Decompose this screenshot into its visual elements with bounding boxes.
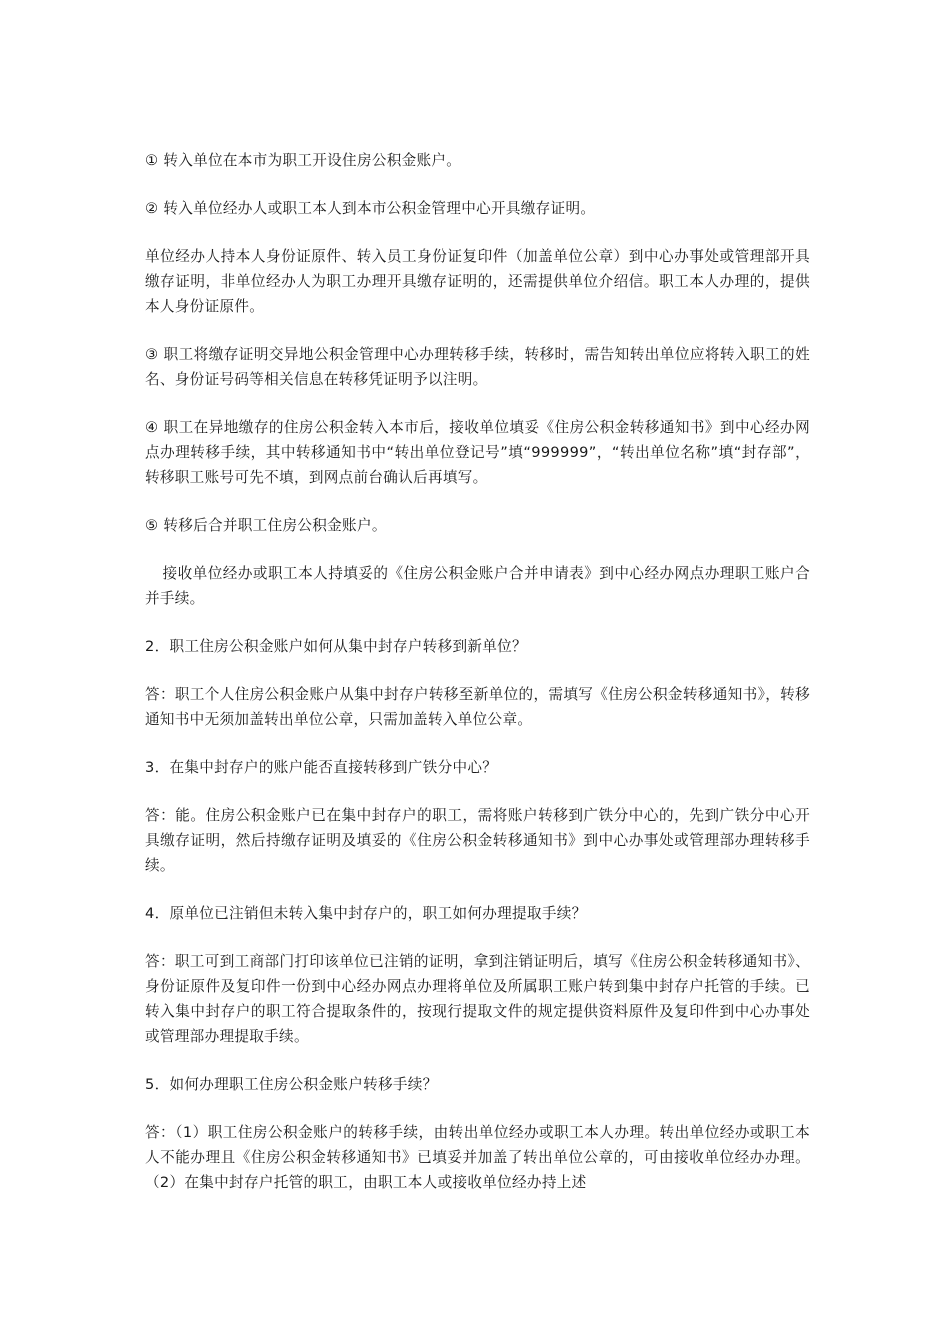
question-4-heading: 4．原单位已注销但未转入集中封存户的，职工如何办理提取手续？ (145, 905, 587, 922)
answer-2-paragraph: 答：职工个人住房公积金账户从集中封存户转移至新单位的，需填写《住房公积金转移通知书》，转移通知书中无须加盖转出单位公章，只需加盖转入单位公章。 (145, 686, 810, 728)
step-2-detail-paragraph: 单位经办人持本人身份证原件、转入员工身份证复印件（加盖单位公章）到中心办事处或管理部开具缴存证明，非单位经办人为职工办理开具缴存证明的，还需提供单位介绍信。职工本人办理的，提供本人身份证原件。 (145, 248, 810, 315)
step-2-paragraph: ② 转入单位经办人或职工本人到本市公积金管理中心开具缴存证明。 (145, 200, 596, 217)
answer-3-paragraph: 答：能。住房公积金账户已在集中封存户的职工，需将账户转移到广铁分中心的，先到广铁分中心开具缴存证明，然后持缴存证明及填妥的《住房公积金转移通知书》到中心办事处或管理部办理转移手续。 (145, 807, 810, 874)
step-4-paragraph: ④ 职工在异地缴存的住房公积金转入本市后，接收单位填妥《住房公积金转移通知书》到中心经办网点办理转移手续，其中转移通知书中“转出单位登记号”填“999999”，“转出单位名称”填“封存部”，转移职工账号可先不填，到网点前台确认后再填写。 (145, 419, 810, 486)
step-5-paragraph: ⑤ 转移后合并职工住房公积金账户。 (145, 517, 387, 534)
question-2-heading: 2．职工住房公积金账户如何从集中封存户转移到新单位？ (145, 638, 527, 655)
answer-4-paragraph: 答：职工可到工商部门打印该单位已注销的证明，拿到注销证明后，填写《住房公积金转移通知书》、身份证原件及复印件一份到中心经办网点办理将单位及所属职工账户转到集中封存户托管的手续。已转入集中封存户的职工符合提取条件的，按现行提取文件的规定提供资料原件及复印件到中心办事处或管理部办理提取手续。 (145, 953, 810, 1045)
document-body (145, 148, 810, 1218)
question-5-heading: 5．如何办理职工住房公积金账户转移手续？ (145, 1076, 438, 1093)
step-5-detail-paragraph: 接收单位经办或职工本人持填妥的《住房公积金账户合并申请表》到中心经办网点办理职工账户合并手续。 (145, 565, 810, 607)
step-3-paragraph: ③ 职工将缴存证明交异地公积金管理中心办理转移手续，转移时，需告知转出单位应将转入职工的姓名、身份证号码等相关信息在转移凭证明予以注明。 (145, 346, 810, 388)
answer-5-paragraph: 答：（1）职工住房公积金账户的转移手续，由转出单位经办或职工本人办理。转出单位经办或职工本人不能办理且《住房公积金转移通知书》已填妥并加盖了转出单位公章的，可由接收单位经办办理。（2）在集中封存户托管的职工，由职工本人或接收单位经办持上述 (145, 1124, 810, 1191)
question-3-heading: 3．在集中封存户的账户能否直接转移到广铁分中心？ (145, 759, 498, 776)
step-1-paragraph: ① 转入单位在本市为职工开设住房公积金账户。 (145, 152, 462, 169)
